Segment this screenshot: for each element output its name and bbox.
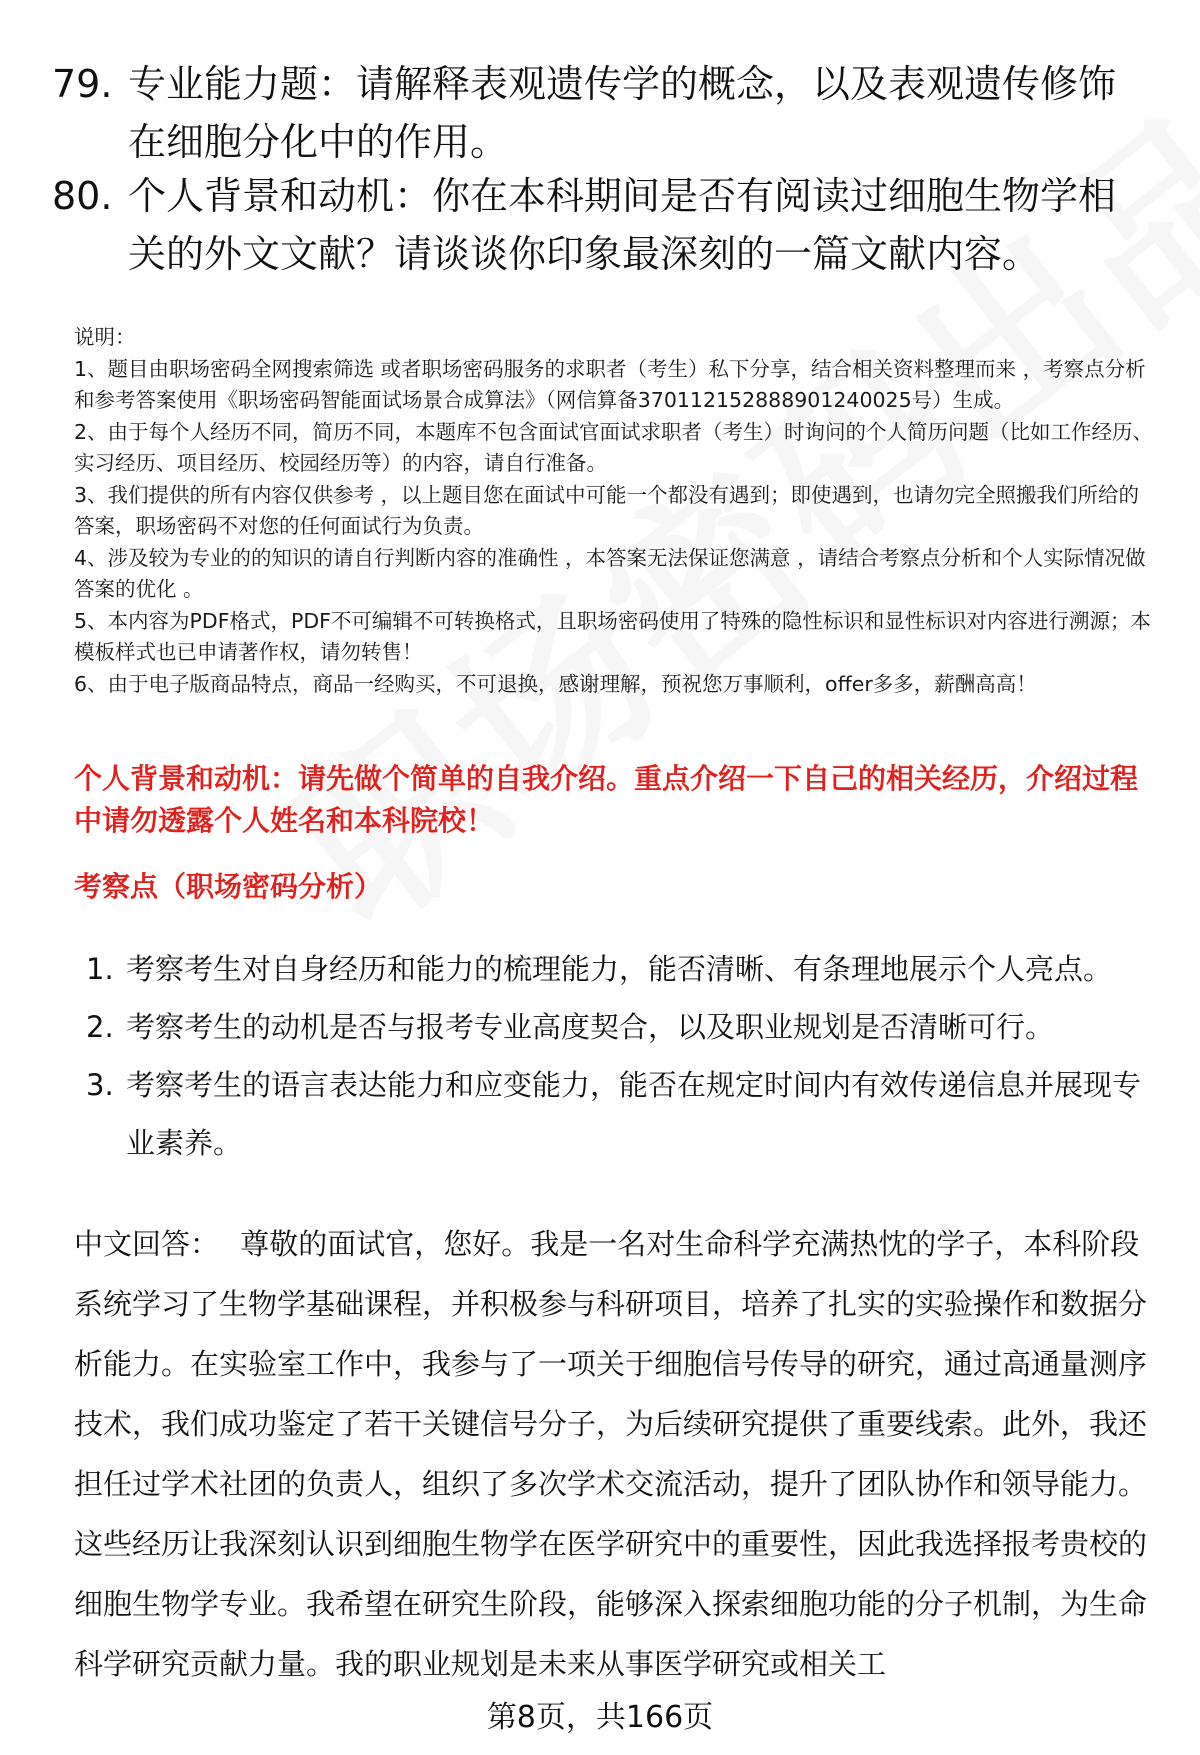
notes-title: 说明： bbox=[74, 325, 136, 349]
question-text: 专业能力题：请解释表观遗传学的概念，以及表观遗传修饰在细胞分化中的作用。 bbox=[128, 62, 1117, 164]
point-text: 考察考生的动机是否与报考专业高度契合，以及职业规划是否清晰可行。 bbox=[126, 1010, 1055, 1044]
current-question: 个人背景和动机：请先做个简单的自我介绍。重点介绍一下自己的相关经历，介绍过程中请勿透露个人姓名和本科院校！ bbox=[74, 762, 1139, 837]
note-item: 6、由于电子版商品特点，商品一经购买，不可退换，感谢理解，预祝您万事顺利，offer多多，薪酬高高！ bbox=[74, 671, 1037, 696]
note-item: 2、由于每个人经历不同，简历不同，本题库不包含面试官面试求职者（考生）时询问的个人简历问题（比如工作经历、实习经历、项目经历、校园经历等）的内容，请自行准备。 bbox=[74, 419, 1154, 475]
analysis-point bbox=[74, 998, 1164, 1056]
question-number: 79. bbox=[52, 62, 113, 106]
answer-text: 尊敬的面试官，您好。我是一名对生命科学充满热忱的学子，本科阶段系统学习了生物学基础课程，并积极参与科研项目，培养了扎实的实验操作和数据分析能力。在实验室工作中，我参与了一项关于细胞信号传导的研究，通过高通量测序技术，我们成功鉴定了若干关键信号分子，为后续研究提供了重要线索。此外，我还担任过学术社团的负责人，组织了多次学术交流活动，提升了团队协作和领导能力。这些经历让我深刻认识到细胞生物学在医学研究中的重要性，因此我选择报考贵校的细胞生物学专业。我希望在研究生阶段，能够深入探索细胞功能的分子机制，为生命科学研究贡献力量。我的职业规划是未来从事医学研究或相关工 bbox=[74, 1227, 1148, 1681]
note-item: 3、我们提供的所有内容仅供参考 ，以上题目您在面试中可能一个都没有遇到；即使遇到，也请勿完全照搬我们所给的答案，职场密码不对您的任何面试行为负责。 bbox=[74, 482, 1140, 538]
point-number: 3. bbox=[86, 1068, 114, 1102]
note-item: 4、涉及较为专业的的知识的请自行判断内容的准确性 ，本答案无法保证您满意 ，请结合考察点分析和个人实际情况做答案的优化 。 bbox=[74, 545, 1146, 601]
page-footer: 第8页，共166页 bbox=[486, 1700, 714, 1735]
note-item: 5、本内容为PDF格式，PDF不可编辑不可转换格式，且职场密码使用了特殊的隐性标识和显性标识对内容进行溯源；本模板样式也已申请著作权，请勿转售！ bbox=[74, 608, 1151, 664]
question-80 bbox=[52, 167, 1152, 283]
point-text: 考察考生对自身经历和能力的梳理能力，能否清晰、有条理地展示个人亮点。 bbox=[126, 952, 1113, 986]
point-number: 1. bbox=[86, 952, 114, 986]
note-item: 1、题目由职场密码全网搜索筛选 或者职场密码服务的求职者（考生）私下分享，结合相关资料整理而来 ，考察点分析和参考答案使用《职场密码智能面试场景合成算法》（网信算备370112152888901240025号）生成。 bbox=[74, 356, 1146, 412]
analysis-point bbox=[74, 1056, 1164, 1172]
point-text: 考察考生的语言表达能力和应变能力，能否在规定时间内有效传递信息并展现专业素养。 bbox=[126, 1068, 1142, 1160]
point-number: 2. bbox=[86, 1010, 114, 1044]
question-number: 80. bbox=[52, 174, 113, 218]
question-text: 个人背景和动机：你在本科期间是否有阅读过细胞生物学相关的外文文献？请谈谈你印象最深刻的一篇文献内容。 bbox=[128, 174, 1117, 276]
analysis-heading: 考察点（职场密码分析） bbox=[74, 870, 383, 903]
analysis-point bbox=[74, 940, 1164, 998]
answer-block bbox=[74, 1214, 1160, 1694]
question-79 bbox=[52, 55, 1152, 171]
analysis-points bbox=[74, 940, 1164, 1172]
answer-label: 中文回答： bbox=[74, 1227, 220, 1261]
disclaimer-notes bbox=[74, 322, 1159, 700]
